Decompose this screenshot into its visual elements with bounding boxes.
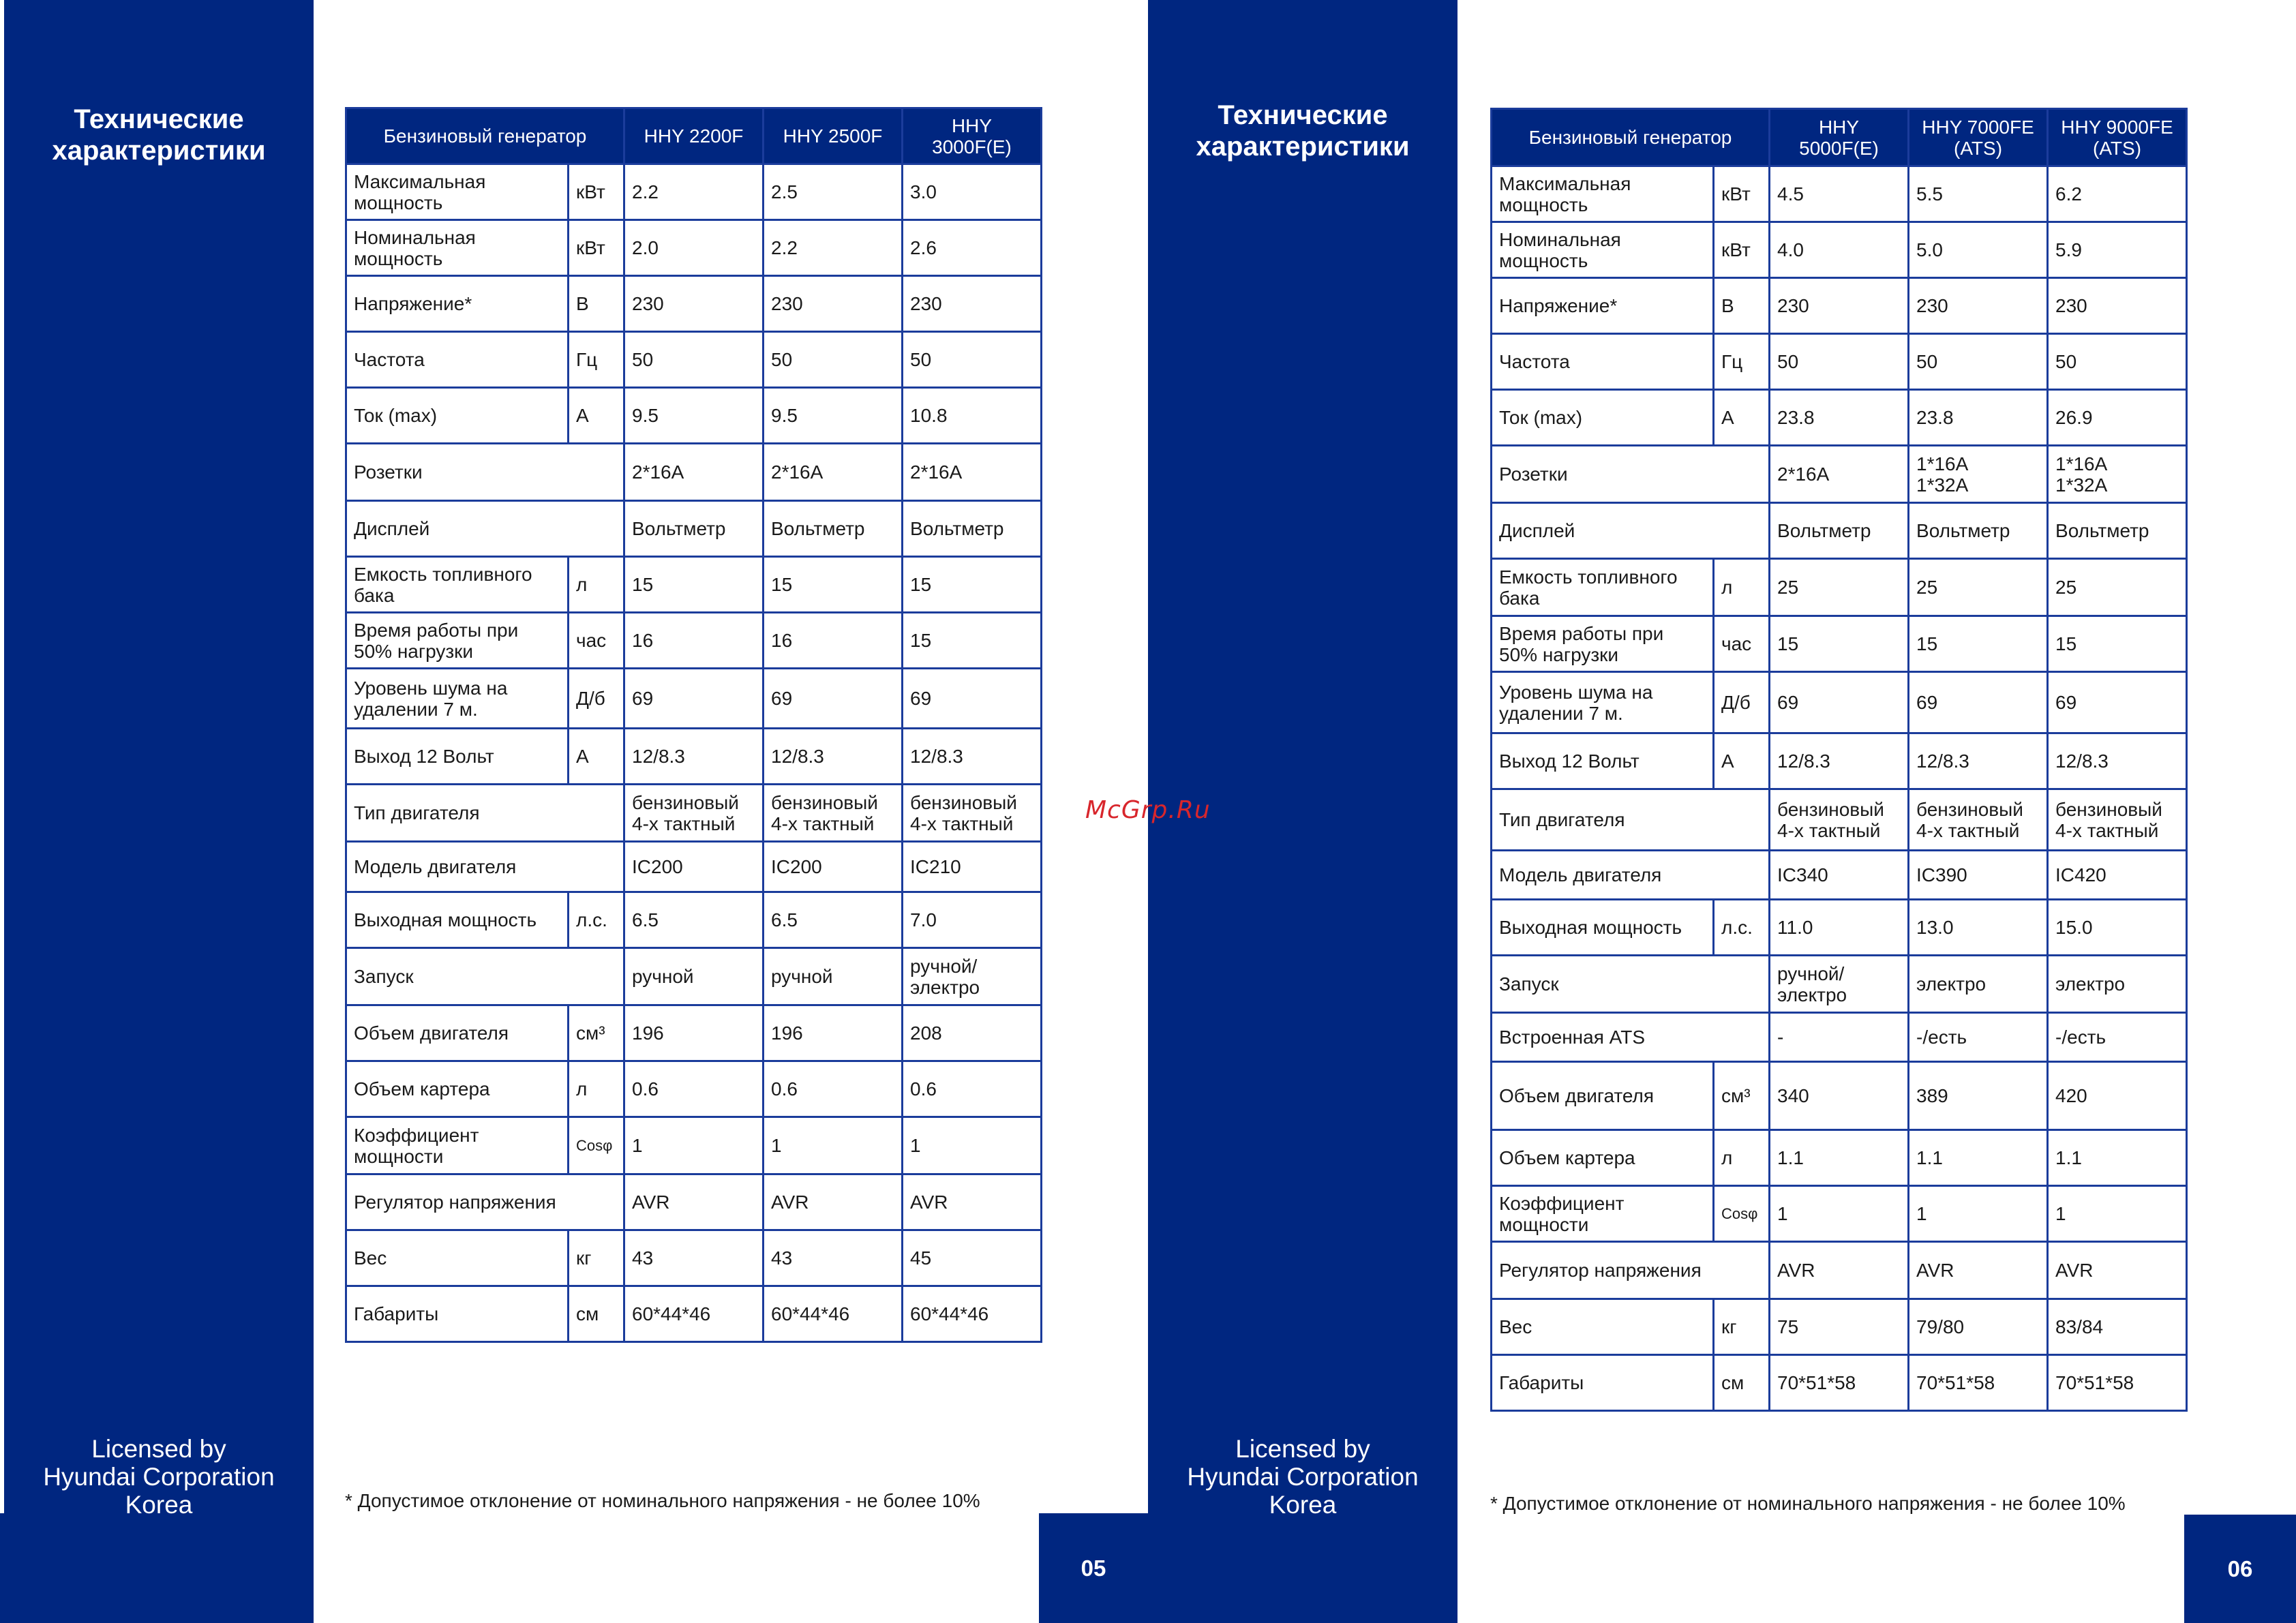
- unit-cell: В: [1714, 278, 1770, 334]
- value-cell: 11.0: [1770, 900, 1909, 956]
- header-model: HHY 7000FE (ATS): [1909, 109, 2048, 166]
- table-row: [1492, 1186, 2187, 1242]
- table-row: [346, 1061, 1042, 1117]
- table-row: [1492, 559, 2187, 616]
- param-cell: Запуск: [346, 948, 624, 1005]
- value-cell: IC200: [624, 842, 764, 892]
- value-cell: 10.8: [903, 388, 1042, 444]
- param-cell: Частота: [346, 332, 569, 388]
- value-cell: 60*44*46: [624, 1286, 764, 1342]
- unit-cell: см³: [569, 1005, 624, 1061]
- value-cell: AVR: [2048, 1242, 2187, 1299]
- license-line3: Korea: [1269, 1491, 1337, 1519]
- table-row: [346, 892, 1042, 948]
- value-cell: 5.5: [1909, 166, 2048, 222]
- value-cell: 7.0: [903, 892, 1042, 948]
- table-row: [1492, 733, 2187, 789]
- table-row: [1492, 956, 2187, 1013]
- value-cell: 15: [764, 557, 903, 613]
- unit-cell: А: [1714, 733, 1770, 789]
- value-cell: AVR: [624, 1174, 764, 1230]
- table-row: [346, 1117, 1042, 1174]
- table-row: [1492, 672, 2187, 733]
- table-row: [1492, 900, 2187, 956]
- table-row: [346, 842, 1042, 892]
- value-cell: 230: [624, 276, 764, 332]
- value-cell: 50: [903, 332, 1042, 388]
- table-row: [1492, 1130, 2187, 1186]
- value-cell: 1: [624, 1117, 764, 1174]
- value-cell: Вольтметр: [1909, 503, 2048, 559]
- value-cell: бензиновый 4-х тактный: [624, 785, 764, 842]
- value-cell: AVR: [1909, 1242, 2048, 1299]
- value-cell: 50: [1770, 334, 1909, 390]
- value-cell: 83/84: [2048, 1299, 2187, 1355]
- table-row: [1492, 789, 2187, 851]
- value-cell: 50: [624, 332, 764, 388]
- value-cell: 69: [2048, 672, 2187, 733]
- param-cell: Габариты: [346, 1286, 569, 1342]
- value-cell: 208: [903, 1005, 1042, 1061]
- spec-table-06: [1490, 108, 2188, 1412]
- value-cell: 4.5: [1770, 166, 1909, 222]
- table-row: [346, 1174, 1042, 1230]
- value-cell: 16: [764, 613, 903, 669]
- value-cell: 15: [1909, 616, 2048, 672]
- unit-cell: А: [1714, 390, 1770, 446]
- sidebar-title: [1148, 100, 1457, 162]
- param-cell: Вес: [1492, 1299, 1714, 1355]
- table-row: [346, 613, 1042, 669]
- value-cell: 5.0: [1909, 222, 2048, 278]
- value-cell: 230: [2048, 278, 2187, 334]
- unit-cell: В: [569, 276, 624, 332]
- param-cell: Напряжение*: [346, 276, 569, 332]
- value-cell: 2*16А: [903, 444, 1042, 501]
- value-cell: 23.8: [1770, 390, 1909, 446]
- value-cell: ручной/ электро: [1770, 956, 1909, 1013]
- param-cell: Коэффициент мощности: [346, 1117, 569, 1174]
- value-cell: IC340: [1770, 851, 1909, 900]
- param-cell: Тип двигателя: [1492, 789, 1770, 851]
- value-cell: 23.8: [1909, 390, 2048, 446]
- param-cell: Уровень шума на удалении 7 м.: [1492, 672, 1714, 733]
- value-cell: 69: [1909, 672, 2048, 733]
- page-number: 05: [1039, 1513, 1148, 1623]
- value-cell: 70*51*58: [2048, 1355, 2187, 1411]
- footnote: * Допустимое отклонение от номинального напряжения - не более 10%: [345, 1490, 980, 1511]
- unit-cell: Д/б: [569, 669, 624, 729]
- value-cell: AVR: [1770, 1242, 1909, 1299]
- param-cell: Уровень шума на удалении 7 м.: [346, 669, 569, 729]
- param-cell: Выходная мощность: [346, 892, 569, 948]
- value-cell: 13.0: [1909, 900, 2048, 956]
- param-cell: Коэффициент мощности: [1492, 1186, 1714, 1242]
- value-cell: 1: [1770, 1186, 1909, 1242]
- value-cell: 2*16А: [624, 444, 764, 501]
- unit-cell: кг: [1714, 1299, 1770, 1355]
- value-cell: Вольтметр: [624, 501, 764, 557]
- value-cell: 12/8.3: [764, 729, 903, 785]
- unit-cell: л.с.: [569, 892, 624, 948]
- value-cell: 15: [624, 557, 764, 613]
- table-row: [346, 1286, 1042, 1342]
- table-row: [346, 444, 1042, 501]
- param-cell: Регулятор напряжения: [1492, 1242, 1770, 1299]
- value-cell: 3.0: [903, 164, 1042, 220]
- value-cell: бензиновый 4-х тактный: [903, 785, 1042, 842]
- unit-cell: см³: [1714, 1062, 1770, 1130]
- value-cell: 196: [764, 1005, 903, 1061]
- value-cell: 340: [1770, 1062, 1909, 1130]
- value-cell: AVR: [903, 1174, 1042, 1230]
- header-model: HHY 2200F: [624, 108, 764, 164]
- value-cell: Вольтметр: [764, 501, 903, 557]
- table-row: [346, 276, 1042, 332]
- value-cell: 69: [903, 669, 1042, 729]
- unit-cell: Cosφ: [569, 1117, 624, 1174]
- value-cell: 2.0: [624, 220, 764, 276]
- param-cell: Номинальная мощность: [1492, 222, 1714, 278]
- unit-cell: см: [1714, 1355, 1770, 1411]
- param-cell: Розетки: [346, 444, 624, 501]
- value-cell: -/есть: [1909, 1013, 2048, 1062]
- param-cell: Тип двигателя: [346, 785, 624, 842]
- table-row: [1492, 278, 2187, 334]
- table-row: [1492, 1299, 2187, 1355]
- value-cell: 70*51*58: [1770, 1355, 1909, 1411]
- table-row: [1492, 851, 2187, 900]
- license-text: [4, 1435, 314, 1519]
- value-cell: 5.9: [2048, 222, 2187, 278]
- value-cell: 6.2: [2048, 166, 2187, 222]
- unit-cell: л: [569, 1061, 624, 1117]
- license-line1: Licensed by: [1235, 1435, 1370, 1463]
- unit-cell: л: [569, 557, 624, 613]
- param-cell: Емкость топливного бака: [346, 557, 569, 613]
- unit-cell: час: [1714, 616, 1770, 672]
- param-cell: Выход 12 Вольт: [1492, 733, 1714, 789]
- value-cell: 230: [1909, 278, 2048, 334]
- param-cell: Вес: [346, 1230, 569, 1286]
- value-cell: Вольтметр: [2048, 503, 2187, 559]
- value-cell: 1.1: [1909, 1130, 2048, 1186]
- header-label: Бензиновый генератор: [346, 108, 624, 164]
- value-cell: 6.5: [764, 892, 903, 948]
- header-label: Бензиновый генератор: [1492, 109, 1770, 166]
- value-cell: 15: [903, 613, 1042, 669]
- value-cell: 230: [764, 276, 903, 332]
- table-row: [346, 388, 1042, 444]
- value-cell: 12/8.3: [2048, 733, 2187, 789]
- param-cell: Дисплей: [346, 501, 624, 557]
- value-cell: 1.1: [2048, 1130, 2187, 1186]
- table-row: [346, 501, 1042, 557]
- unit-cell: А: [569, 729, 624, 785]
- table-row: [1492, 503, 2187, 559]
- value-cell: 2*16А: [764, 444, 903, 501]
- value-cell: бензиновый 4-х тактный: [1909, 789, 2048, 851]
- header-model: HHY 9000FE (ATS): [2048, 109, 2187, 166]
- value-cell: 1: [2048, 1186, 2187, 1242]
- value-cell: 69: [1770, 672, 1909, 733]
- unit-cell: Гц: [1714, 334, 1770, 390]
- value-cell: 25: [1909, 559, 2048, 616]
- param-cell: Розетки: [1492, 446, 1770, 503]
- value-cell: 15: [903, 557, 1042, 613]
- value-cell: 12/8.3: [903, 729, 1042, 785]
- param-cell: Встроенная ATS: [1492, 1013, 1770, 1062]
- value-cell: бензиновый 4-х тактный: [764, 785, 903, 842]
- table-row: [346, 785, 1042, 842]
- value-cell: 79/80: [1909, 1299, 2048, 1355]
- value-cell: 9.5: [624, 388, 764, 444]
- param-cell: Запуск: [1492, 956, 1770, 1013]
- param-cell: Габариты: [1492, 1355, 1714, 1411]
- value-cell: 0.6: [624, 1061, 764, 1117]
- value-cell: 15: [1770, 616, 1909, 672]
- param-cell: Модель двигателя: [346, 842, 624, 892]
- value-cell: ручной/ электро: [903, 948, 1042, 1005]
- param-cell: Выходная мощность: [1492, 900, 1714, 956]
- value-cell: 12/8.3: [1909, 733, 2048, 789]
- value-cell: 25: [2048, 559, 2187, 616]
- param-cell: Объем картера: [1492, 1130, 1714, 1186]
- value-cell: 230: [903, 276, 1042, 332]
- value-cell: 50: [2048, 334, 2187, 390]
- value-cell: 25: [1770, 559, 1909, 616]
- param-cell: Объем двигателя: [1492, 1062, 1714, 1130]
- license-line2: Hyundai Corporation: [1187, 1463, 1419, 1491]
- unit-cell: кВт: [1714, 166, 1770, 222]
- spec-table-05: [345, 107, 1042, 1343]
- value-cell: электро: [2048, 956, 2187, 1013]
- value-cell: 1: [764, 1117, 903, 1174]
- value-cell: 9.5: [764, 388, 903, 444]
- param-cell: Объем двигателя: [346, 1005, 569, 1061]
- unit-cell: Д/б: [1714, 672, 1770, 733]
- sidebar-title-line2: характеристики: [52, 136, 266, 166]
- param-cell: Выход 12 Вольт: [346, 729, 569, 785]
- param-cell: Емкость топливного бака: [1492, 559, 1714, 616]
- value-cell: ручной: [624, 948, 764, 1005]
- value-cell: 196: [624, 1005, 764, 1061]
- value-cell: 50: [764, 332, 903, 388]
- table-row: [1492, 1013, 2187, 1062]
- value-cell: -: [1770, 1013, 1909, 1062]
- param-cell: Дисплей: [1492, 503, 1770, 559]
- value-cell: 1: [903, 1117, 1042, 1174]
- unit-cell: час: [569, 613, 624, 669]
- value-cell: 0.6: [903, 1061, 1042, 1117]
- license-line3: Korea: [125, 1491, 193, 1519]
- value-cell: 1*16А 1*32А: [2048, 446, 2187, 503]
- table-header-row: [346, 108, 1042, 164]
- value-cell: 4.0: [1770, 222, 1909, 278]
- param-cell: Максимальная мощность: [1492, 166, 1714, 222]
- value-cell: ручной: [764, 948, 903, 1005]
- value-cell: бензиновый 4-х тактный: [2048, 789, 2187, 851]
- page-number: 06: [2184, 1515, 2296, 1623]
- param-cell: Напряжение*: [1492, 278, 1714, 334]
- value-cell: 43: [764, 1230, 903, 1286]
- license-text: [1148, 1435, 1457, 1519]
- value-cell: 0.6: [764, 1061, 903, 1117]
- value-cell: 69: [764, 669, 903, 729]
- value-cell: 16: [624, 613, 764, 669]
- value-cell: IC210: [903, 842, 1042, 892]
- value-cell: 2.6: [903, 220, 1042, 276]
- value-cell: 15: [2048, 616, 2187, 672]
- value-cell: 389: [1909, 1062, 2048, 1130]
- unit-cell: кВт: [569, 164, 624, 220]
- table-row: [1492, 390, 2187, 446]
- param-cell: Объем картера: [346, 1061, 569, 1117]
- value-cell: 50: [1909, 334, 2048, 390]
- table-row: [1492, 166, 2187, 222]
- table-row: [1492, 1062, 2187, 1130]
- value-cell: 2*16А: [1770, 446, 1909, 503]
- param-cell: Модель двигателя: [1492, 851, 1770, 900]
- table-row: [346, 1230, 1042, 1286]
- unit-cell: см: [569, 1286, 624, 1342]
- value-cell: 1.1: [1770, 1130, 1909, 1186]
- table-row: [346, 1005, 1042, 1061]
- license-line1: Licensed by: [91, 1435, 226, 1463]
- table-row: [346, 729, 1042, 785]
- value-cell: -/есть: [2048, 1013, 2187, 1062]
- value-cell: 1*16А 1*32А: [1909, 446, 2048, 503]
- value-cell: 420: [2048, 1062, 2187, 1130]
- value-cell: 60*44*46: [903, 1286, 1042, 1342]
- value-cell: Вольтметр: [903, 501, 1042, 557]
- license-line2: Hyundai Corporation: [43, 1463, 275, 1491]
- param-cell: Регулятор напряжения: [346, 1174, 624, 1230]
- unit-cell: Гц: [569, 332, 624, 388]
- table-row: [1492, 616, 2187, 672]
- value-cell: AVR: [764, 1174, 903, 1230]
- header-model: HHY 5000F(E): [1770, 109, 1909, 166]
- value-cell: Вольтметр: [1770, 503, 1909, 559]
- param-cell: Ток (max): [1492, 390, 1714, 446]
- value-cell: 6.5: [624, 892, 764, 948]
- unit-cell: Cosφ: [1714, 1186, 1770, 1242]
- value-cell: 12/8.3: [624, 729, 764, 785]
- unit-cell: А: [569, 388, 624, 444]
- unit-cell: кг: [569, 1230, 624, 1286]
- param-cell: Частота: [1492, 334, 1714, 390]
- footnote: * Допустимое отклонение от номинального напряжения - не более 10%: [1490, 1493, 2126, 1514]
- param-cell: Время работы при 50% нагрузки: [1492, 616, 1714, 672]
- value-cell: 26.9: [2048, 390, 2187, 446]
- value-cell: 43: [624, 1230, 764, 1286]
- param-cell: Ток (max): [346, 388, 569, 444]
- value-cell: бензиновый 4-х тактный: [1770, 789, 1909, 851]
- corner-strip: [0, 1513, 4, 1623]
- param-cell: Максимальная мощность: [346, 164, 569, 220]
- unit-cell: л: [1714, 1130, 1770, 1186]
- table-row: [1492, 446, 2187, 503]
- unit-cell: кВт: [569, 220, 624, 276]
- value-cell: IC390: [1909, 851, 2048, 900]
- table-row: [346, 332, 1042, 388]
- table-row: [1492, 334, 2187, 390]
- table-row: [346, 948, 1042, 1005]
- param-cell: Время работы при 50% нагрузки: [346, 613, 569, 669]
- value-cell: IC200: [764, 842, 903, 892]
- value-cell: 75: [1770, 1299, 1909, 1355]
- value-cell: 69: [624, 669, 764, 729]
- sidebar-title: [4, 104, 314, 166]
- table-row: [346, 669, 1042, 729]
- header-model: HHY 2500F: [764, 108, 903, 164]
- value-cell: IC420: [2048, 851, 2187, 900]
- value-cell: электро: [1909, 956, 2048, 1013]
- watermark-text: McGrp.Ru: [1085, 796, 1211, 824]
- table-row: [346, 557, 1042, 613]
- value-cell: 12/8.3: [1770, 733, 1909, 789]
- value-cell: 230: [1770, 278, 1909, 334]
- sidebar-title-line1: Технические: [1218, 100, 1388, 130]
- table-row: [1492, 222, 2187, 278]
- value-cell: 2.5: [764, 164, 903, 220]
- sidebar-title-line1: Технические: [74, 104, 244, 134]
- unit-cell: л: [1714, 559, 1770, 616]
- value-cell: 15.0: [2048, 900, 2187, 956]
- value-cell: 2.2: [764, 220, 903, 276]
- table-header-row: [1492, 109, 2187, 166]
- unit-cell: л.с.: [1714, 900, 1770, 956]
- sidebar: [4, 0, 314, 1623]
- header-model: HHY 3000F(E): [903, 108, 1042, 164]
- unit-cell: кВт: [1714, 222, 1770, 278]
- value-cell: 45: [903, 1230, 1042, 1286]
- page-06: [1148, 0, 2296, 1623]
- param-cell: Номинальная мощность: [346, 220, 569, 276]
- value-cell: 70*51*58: [1909, 1355, 2048, 1411]
- table-row: [1492, 1355, 2187, 1411]
- value-cell: 2.2: [624, 164, 764, 220]
- table-row: [346, 220, 1042, 276]
- sidebar-title-line2: характеристики: [1196, 132, 1410, 162]
- table-row: [1492, 1242, 2187, 1299]
- value-cell: 60*44*46: [764, 1286, 903, 1342]
- table-row: [346, 164, 1042, 220]
- value-cell: 1: [1909, 1186, 2048, 1242]
